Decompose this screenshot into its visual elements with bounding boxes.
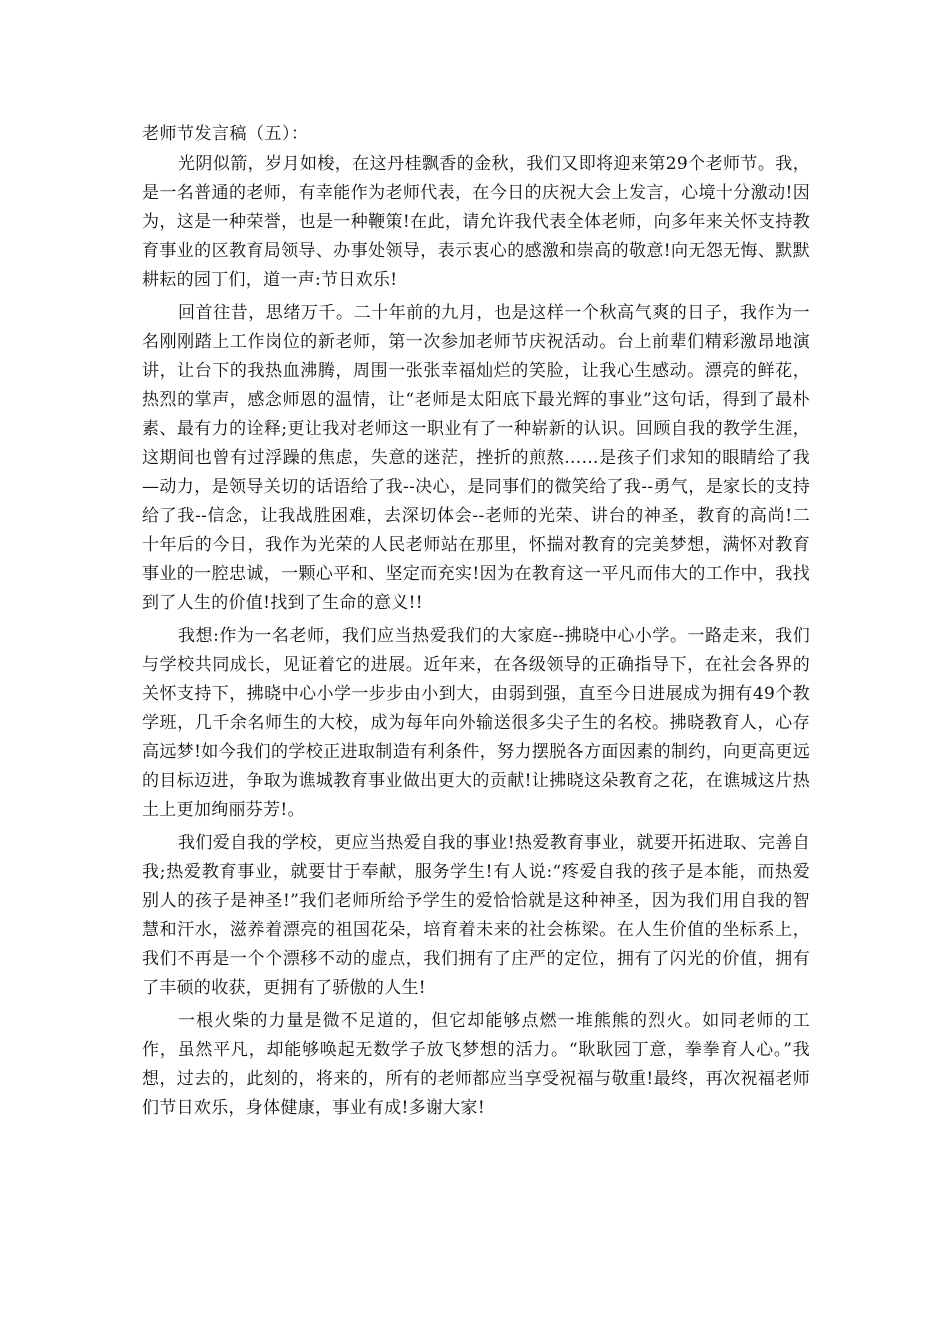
paragraph-3: 我想:作为一名老师，我们应当热爱我们的大家庭--拂晓中心小学。一路走来，我们与学校共同成长，见证着它的进展。近年来，在各级领导的正确指导下，在社会各界的关怀支持下，拂晓中心小学一步步由小到大，由弱到强，直至今日进展成为拥有49个教学班，几千余名师生的大校，成为每年向外输送很多尖子生的名校。拂晓教育人，心存高远梦!如今我们的学校正进取制造有利条件，努力摆脱各方面因素的制约，向更高更远的目标迈进，争取为谯城教育事业做出更大的贡献!让拂晓这朵教育之花，在谯城这片热土上更加绚丽芬芳!。	[142, 626, 810, 820]
document-title: 老师节发言稿（五）：	[142, 124, 309, 144]
document-body	[142, 120, 810, 1127]
paragraph-1: 光阴似箭，岁月如梭，在这丹桂飘香的金秋，我们又即将迎来第29个老师节。我，是一名普通的老师，有幸能作为老师代表，在今日的庆祝大会上发言，心境十分激动!因为，这是一种荣誉，也是一种鞭策!在此，请允许我代表全体老师，向多年来关怀支持教育事业的区教育局领导、办事处领导，表示衷心的感激和崇高的敬意!向无怨无悔、默默耕耘的园丁们，道一声:节日欢乐!	[142, 154, 810, 290]
paragraph-5: 一根火柴的力量是微不足道的，但它却能够点燃一堆熊熊的烈火。如同老师的工作，虽然平凡，却能够唤起无数学子放飞梦想的活力。“耿耿园丁意，拳拳育人心。”我想，过去的，此刻的，将来的，所有的老师都应当享受祝福与敬重!最终，再次祝福老师们节日欢乐，身体健康，事业有成!多谢大家!	[142, 1011, 810, 1118]
paragraph-2: 回首往昔，思绪万千。二十年前的九月，也是这样一个秋高气爽的日子，我作为一名刚刚踏上工作岗位的新老师，第一次参加老师节庆祝活动。台上前辈们精彩激昂地演讲，让台下的我热血沸腾，周围一张张幸福灿烂的笑脸，让我心生感动。漂亮的鲜花，热烈的掌声，感念师恩的温情，让“老师是太阳底下最光辉的事业”这句话，得到了最朴素、最有力的诠释;更让我对老师这一职业有了一种崭新的认识。回顾自我的教学生涯，这期间也曾有过浮躁的焦虑，失意的迷茫，挫折的煎熬……是孩子们求知的眼睛给了我—动力，是领导关切的话语给了我--决心，是同事们的微笑给了我--勇气，是家长的支持给了我--信念，让我战胜困难，去深切体会--老师的光荣、讲台的神圣，教育的高尚!二十年后的今日，我作为光荣的人民老师站在那里，怀揣对教育的完美梦想，满怀对教育事业的一腔忠诚，一颗心平和、坚定而充实!因为在教育这一平凡而伟大的工作中，我找到了人生的价值!找到了生命的意义!!	[142, 303, 810, 613]
paragraph-4: 我们爱自我的学校，更应当热爱自我的事业!热爱教育事业，就要开拓进取、完善自我;热爱教育事业，就要甘于奉献，服务学生!有人说:“疼爱自我的孩子是本能，而热爱别人的孩子是神圣!”我们老师所给予学生的爱恰恰就是这种神圣，因为我们用自我的智慧和汗水，滋养着漂亮的祖国花朵，培育着未来的社会栋梁。在人生价值的坐标系上，我们不再是一个个漂移不动的虚点，我们拥有了庄严的定位，拥有了闪光的价值，拥有了丰硕的收获，更拥有了骄傲的人生!	[142, 833, 810, 998]
